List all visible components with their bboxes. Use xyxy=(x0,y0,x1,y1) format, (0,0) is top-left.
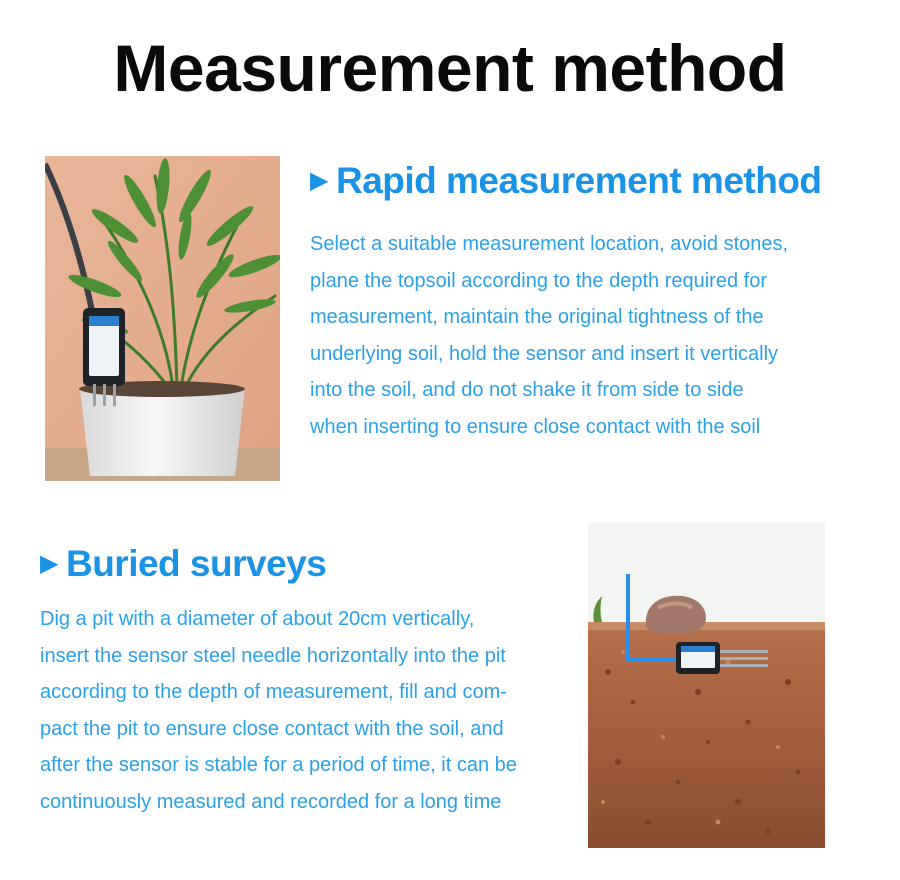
text-line: measurement, maintain the original tightness of the xyxy=(310,306,764,329)
text-line: according to the depth of measurement, fill and com- xyxy=(40,681,507,704)
text-line: after the sensor is stable for a period of time, it can be xyxy=(40,754,517,777)
section-heading-rapid xyxy=(310,160,822,202)
text-line: continuously measured and recorded for a long time xyxy=(40,790,502,813)
page-title: Measurement method xyxy=(113,31,787,105)
text-line: Select a suitable measurement location, avoid stones, xyxy=(310,233,789,255)
section-heading-text: Buried surveys xyxy=(65,543,327,584)
triangle-right-icon: ▶ xyxy=(40,550,58,577)
text-line: Dig a pit with a diameter of about 20cm vertically, xyxy=(40,608,475,630)
text-line: pact the pit to ensure close contact with the soil, and xyxy=(40,717,504,740)
plant-pot-sensor-photo xyxy=(45,156,280,481)
text-line: when inserting to ensure close contact with the soil xyxy=(310,415,761,438)
text-line: insert the sensor steel needle horizontally into the pit xyxy=(40,644,506,667)
triangle-right-icon: ▶ xyxy=(310,167,328,194)
buried-sensor-soil-illustration xyxy=(588,522,825,848)
text-line: underlying soil, hold the sensor and insert it vertically xyxy=(310,342,779,365)
section-body-rapid xyxy=(310,226,788,446)
section-heading-text: Rapid measurement method xyxy=(335,160,822,201)
text-line: plane the topsoil according to the depth required for xyxy=(310,269,767,292)
section-heading-buried xyxy=(40,543,326,585)
section-body-buried xyxy=(40,601,517,821)
text-line: into the soil, and do not shake it from side to side xyxy=(310,379,744,402)
